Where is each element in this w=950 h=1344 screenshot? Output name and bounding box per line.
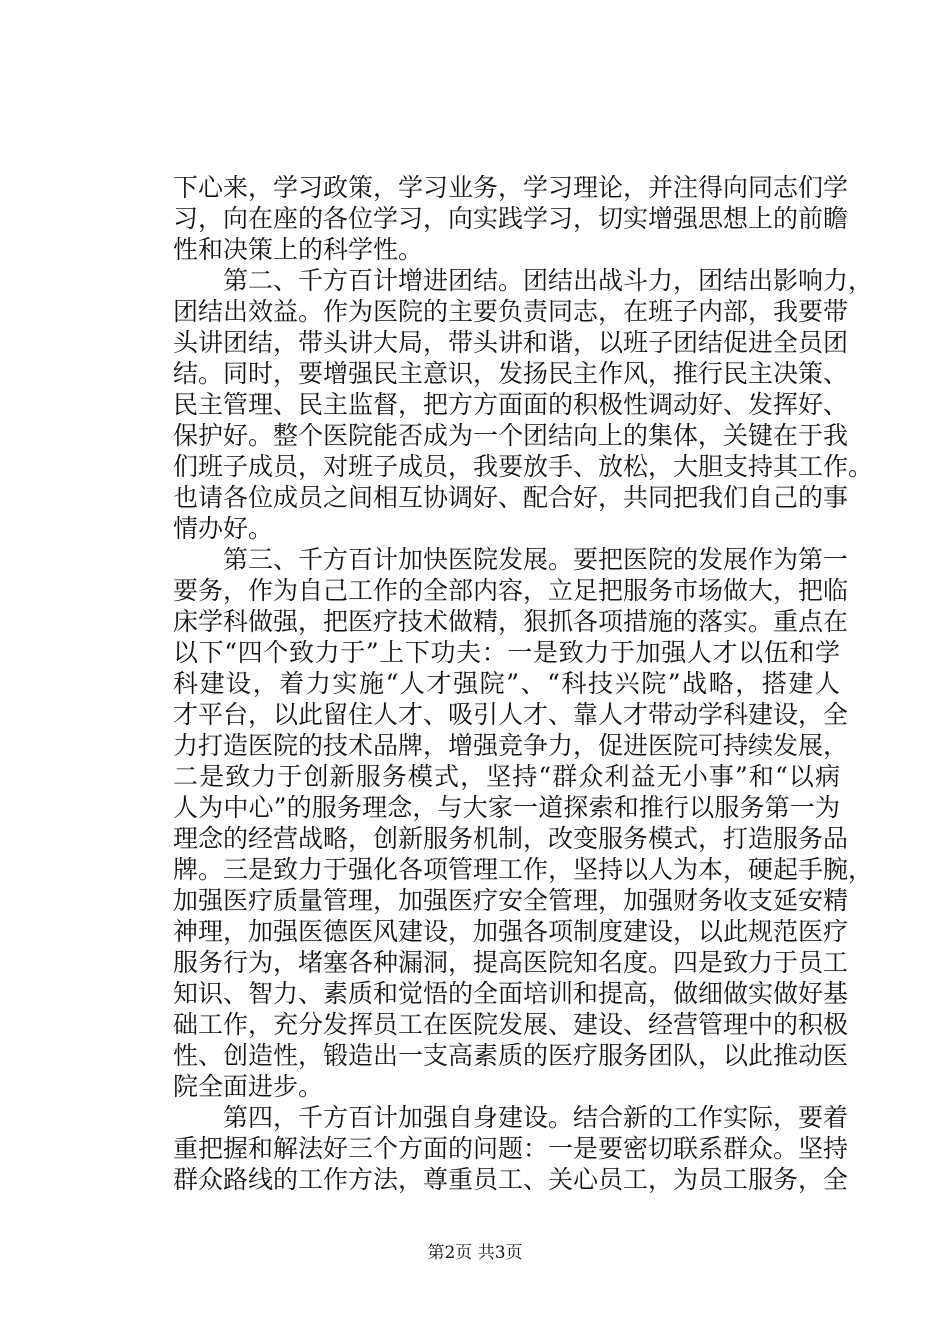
text-line: 结。同时，要增强民主意识，发扬民主作风，推行民主决策、	[173, 359, 849, 388]
text-line: 性、创造性，锻造出一支高素质的医疗服务团队，以此推动医	[173, 1041, 849, 1070]
text-line: 神理，加强医德医风建设，加强各项制度建设，以此规范医疗	[173, 917, 849, 946]
text-line: 情办好。	[173, 514, 274, 543]
text-line: 们班子成员，对班子成员，我要放手、放松，大胆支持其工作。	[173, 452, 874, 481]
text-line: 以下“四个致力于”上下功夫：一是致力于加强人才以伍和学	[173, 638, 840, 667]
text-line: 第三、千方百计加快医院发展。要把医院的发展作为第一	[173, 545, 849, 574]
text-line: 重把握和解法好三个方面的问题：一是要密切联系群众。坚持	[173, 1134, 849, 1163]
text-line: 团结出效益。作为医院的主要负责同志，在班子内部，我要带	[173, 297, 849, 326]
text-line: 服务行为，堵塞各种漏洞，提高医院知名度。四是致力于员工	[173, 948, 849, 977]
text-line: 知识、智力、素质和觉悟的全面培训和提高，做细做实做好基	[173, 979, 849, 1008]
text-line: 院全面进步。	[173, 1072, 324, 1101]
page-footer: 第2页 共3页	[427, 1243, 523, 1263]
text-line: 也请各位成员之间相互协调好、配合好，共同把我们自己的事	[173, 483, 849, 512]
text-line: 性和决策上的科学性。	[173, 235, 424, 264]
text-line: 保护好。整个医院能否成为一个团结向上的集体，关键在于我	[173, 421, 849, 450]
text-line: 二是致力于创新服务模式，坚持“群众利益无小事”和“以病	[173, 762, 840, 791]
text-line: 理念的经营战略，创新服务机制，改变服务模式，打造服务品	[173, 824, 849, 853]
document-body	[173, 172, 874, 1195]
text-line: 科建设，着力实施“人才强院”、“科技兴院”战略，搭建人	[173, 669, 840, 698]
text-line: 床学科做强，把医疗技术做精，狠抓各项措施的落实。重点在	[173, 607, 849, 636]
text-line: 牌。三是致力于强化各项管理工作，坚持以人为本，硬起手腕，	[173, 855, 874, 884]
text-line: 力打造医院的技术品牌，增强竞争力，促进医院可持续发展，	[173, 731, 849, 760]
text-line: 人为中心”的服务理念，与大家一道探索和推行以服务第一为	[173, 793, 840, 822]
text-line: 头讲团结，带头讲大局，带头讲和谐，以班子团结促进全员团	[173, 328, 849, 357]
text-line: 第四，千方百计加强自身建设。结合新的工作实际，要着	[173, 1103, 849, 1132]
text-line: 民主管理、民主监督，把方方面面的积极性调动好、发挥好、	[173, 390, 849, 419]
text-line: 加强医疗质量管理，加强医疗安全管理，加强财务收支延安精	[173, 886, 849, 915]
text-line: 要务，作为自己工作的全部内容，立足把服务市场做大，把临	[173, 576, 849, 605]
text-line: 才平台，以此留住人才、吸引人才、靠人才带动学科建设，全	[173, 700, 849, 729]
text-line: 群众路线的工作方法，尊重员工、关心员工，为员工服务，全	[173, 1165, 849, 1194]
text-line: 第二、千方百计增进团结。团结出战斗力，团结出影响力，	[173, 266, 874, 295]
text-line: 下心来，学习政策，学习业务，学习理论，并注得向同志们学	[173, 173, 849, 202]
text-line: 习，向在座的各位学习，向实践学习，切实增强思想上的前瞻	[173, 204, 849, 233]
text-line: 础工作，充分发挥员工在医院发展、建设、经营管理中的积极	[173, 1010, 849, 1039]
